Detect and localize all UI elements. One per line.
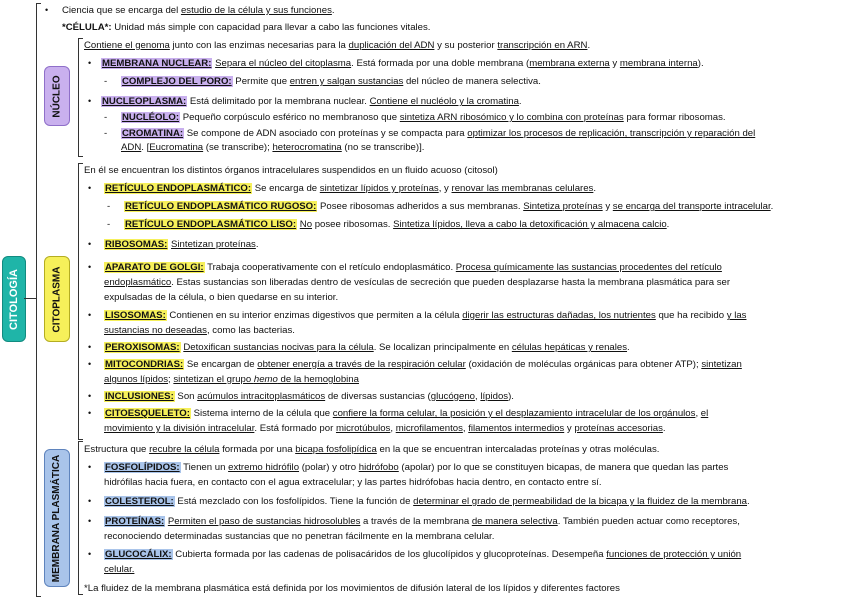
bullet: •: [88, 96, 92, 106]
glucocalix-item-cont: celular.: [104, 564, 135, 575]
citoplasma-intro: En él se encuentran los distintos órganos intracelulares suspendidos en un fluido acuoso (citosol): [84, 165, 498, 176]
bullet: •: [88, 462, 92, 472]
inclusiones-item: INCLUSIONES: Son acúmulos intracitoplasmáticos de diversas sustancias (glucógeno, lípidos).: [105, 391, 514, 402]
definition-line: Ciencia que se encarga del estudio de la célula y sus funciones.: [62, 5, 335, 16]
bullet: •: [45, 5, 49, 15]
citoesqueleto-item: CITOESQUELETO: Sistema interno de la célula que confiere la forma celular, la posición y el desplazamiento intracelular de los orgánulos, el: [105, 408, 709, 419]
label-membrana: MEMBRANA PLASMÁTICA: [44, 449, 70, 587]
proteinas-item: PROTEÍNAS: Permiten el paso de sustancias hidrosolubles a través de la membrana de manera selectiva. También pueden actuar como receptores,: [105, 516, 740, 527]
bullet: •: [88, 58, 92, 68]
reticulo-item: RETÍCULO ENDOPLASMÁTICO: Se encarga de sintetizar lípidos y proteínas, y renovar las membranas celulares.: [105, 183, 597, 194]
nucleolo-item: NUCLÉOLO: Pequeño corpúsculo esférico no membranoso que sintetiza ARN ribosómico y lo combina con proteínas para formar ribosomas.: [122, 112, 726, 123]
lisosomas-item: LISOSOMAS: Contienen en su interior enzimas digestivos que permiten a la célula digerir las estructuras dañadas, los nutrientes que ha recibido y las: [105, 310, 747, 321]
label-citoplasma: CITOPLASMA: [44, 256, 70, 342]
label-nucleo: NÚCLEO: [44, 66, 70, 126]
rer-item: RETÍCULO ENDOPLASMÁTICO RUGOSO: Posee ribosomas adheridos a sus membranas. Sintetiza proteínas y se encarga del transporte intracelular.: [125, 201, 774, 212]
rel-item: RETÍCULO ENDOPLASMÁTICO LISO: No posee ribosomas. Sintetiza lípidos, lleva a cabo la detoxificación y almacena calcio.: [125, 219, 670, 230]
fosfolipidos-item-cont: hidrófilas hacia fuera, en contacto con el agua extracelular; y las partes hidrófobas hacia dentro, en contacto entre sí.: [104, 477, 602, 488]
cell-definition: *CÉLULA*: Unidad más simple con capacidad para llevar a cabo las funciones vitales.: [62, 22, 431, 33]
lisosomas-item-cont: sustancias no deseadas, como las bacterias.: [104, 325, 295, 336]
bullet: •: [88, 359, 92, 369]
ribosomas-item: RIBOSOMAS: Sintetizan proteínas.: [105, 239, 259, 250]
bullet: •: [88, 391, 92, 401]
bracket-citoplasma: [78, 163, 83, 440]
proteinas-item-cont: reconociendo determinadas sustancias que no penetran fácilmente en la membrana celular.: [104, 531, 495, 542]
connector: [24, 298, 36, 299]
bullet: •: [88, 342, 92, 352]
bullet: •: [88, 408, 92, 418]
bullet: •: [88, 183, 92, 193]
complejo-poro-item: COMPLEJO DEL PORO: Permite que entren y salgan sustancias del núcleo de manera selectiva.: [122, 76, 541, 87]
golgi-item: APARATO DE GOLGI: Trabaja cooperativamente con el retículo endoplasmático. Procesa químicamente las sustancias procedentes del retículo: [105, 262, 722, 273]
peroxisomas-item: PEROXISOMAS: Detoxifican sustancias nocivas para la célula. Se localizan principalmente en células hepáticas y renales.: [105, 342, 630, 353]
glucocalix-item: GLUCOCÁLIX: Cubierta formada por las cadenas de polisacáridos de los glucolípidos y glucoproteínas. Desempeña funciones de protección y unión: [105, 549, 742, 560]
bullet: •: [88, 549, 92, 559]
cromatina-item-cont: ADN. [Eucromatina (se transcribe); heterocromatina (no se transcribe)].: [121, 142, 425, 153]
bracket-membrana: [78, 441, 83, 595]
bullet: •: [88, 516, 92, 526]
mitocondrias-item-cont: algunos lípidos; sintetizan el grupo hemo de la hemoglobina: [104, 374, 359, 385]
colesterol-item: COLESTEROL: Está mezclado con los fosfolípidos. Tiene la función de determinar el grado de permeabilidad de la bicapa y la fluidez de la membrana.: [105, 496, 750, 507]
membrana-intro: Estructura que recubre la célula formada por una bicapa fosfolipídica en la que se encuentran intercaladas proteínas y otras moléculas.: [84, 444, 660, 455]
dash: -: [104, 112, 108, 123]
bullet: •: [88, 262, 92, 272]
bracket-nucleo: [78, 38, 83, 157]
dash: -: [107, 201, 111, 212]
membrana-nuclear-item: MEMBRANA NUCLEAR: Separa el núcleo del citoplasma. Está formada por una doble membrana (membrana externa y membrana interna).: [102, 58, 704, 69]
bracket-citologia: [36, 3, 41, 597]
dash: -: [107, 219, 111, 230]
nucleo-intro: Contiene el genoma junto con las enzimas necesarias para la duplicación del ADN y su posterior transcripción en ARN.: [84, 40, 591, 51]
label-citologia: CITOLOGÍA: [2, 256, 26, 342]
bullet: •: [88, 496, 92, 506]
bullet: •: [88, 239, 92, 249]
membrana-note: *La fluidez de la membrana plasmática está definida por los movimientos de difusión lateral de los lípidos y diferentes factores: [84, 583, 620, 594]
dash: -: [104, 76, 108, 87]
nucleoplasma-item: NUCLEOPLASMA: Está delimitado por la membrana nuclear. Contiene el nucléolo y la cromatina.: [102, 96, 522, 107]
cromatina-item: CROMATINA: Se compone de ADN asociado con proteínas y se compacta para optimizar los procesos de replicación, transcripción y reparación del: [122, 128, 756, 139]
bullet: •: [88, 310, 92, 320]
golgi-item-cont2: expulsadas de la célula, o bien quedarse en su interior.: [104, 292, 339, 303]
citoesqueleto-item-cont: movimiento y la división intracelular. Está formado por microtúbulos, microfilamentos, filamentos intermedios y proteínas accesorias.: [104, 423, 666, 434]
fosfolipidos-item: FOSFOLÍPIDOS: Tienen un extremo hidrófilo (polar) y otro hidrófobo (apolar) por lo que se constituyen bicapas, de manera que quedan las partes: [105, 462, 729, 473]
dash: -: [104, 128, 108, 139]
mitocondrias-item: MITOCONDRIAS: Se encargan de obtener energía a través de la respiración celular (oxidación de moléculas orgánicas para obtener ATP); sintetizan: [105, 359, 742, 370]
golgi-item-cont: endoplasmático. Estas sustancias son liberadas dentro de vesículas de secreción que pueden desplazarse hasta la membrana plasmática para ser: [104, 277, 731, 288]
